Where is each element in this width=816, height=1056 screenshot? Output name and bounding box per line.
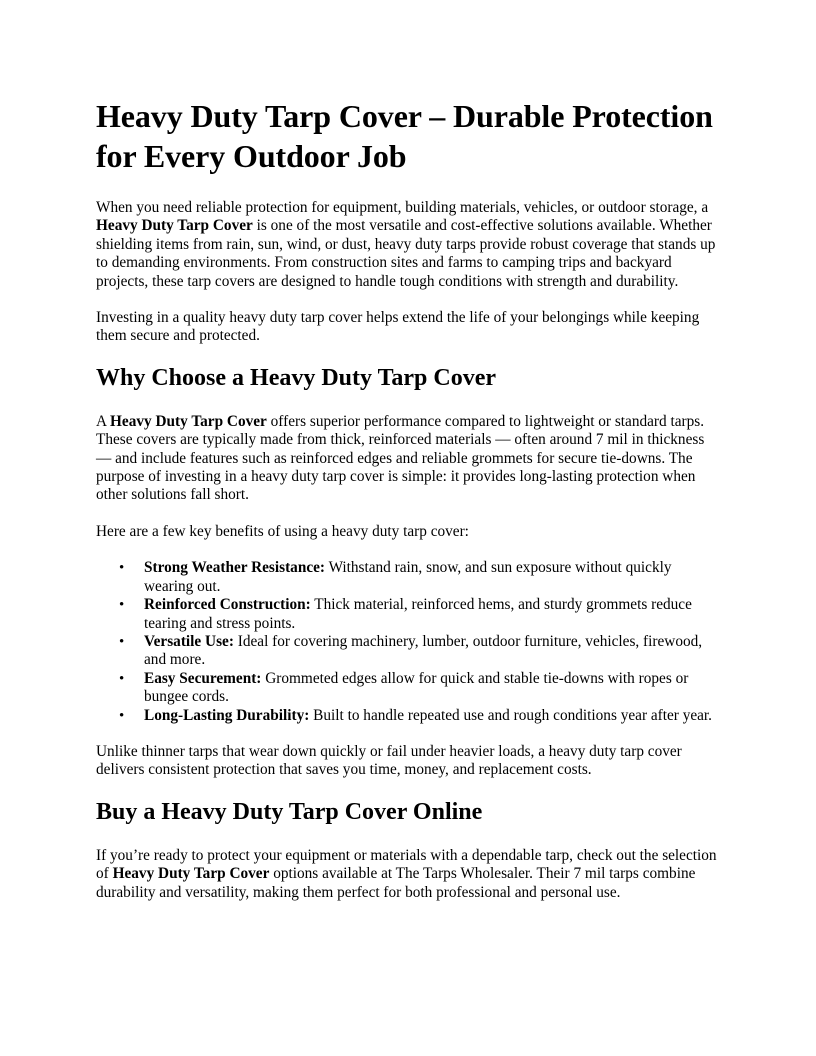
why-choose-text-a: A: [96, 412, 111, 430]
page-title: Heavy Duty Tarp Cover – Durable Protection for Every Outdoor Job: [96, 98, 713, 174]
buy-online-text-b: options available at The Tarps Wholesaler. Their 7 mil tarps combine durability and versatility, making them perfect for both professional and personal use.: [96, 865, 696, 901]
list-item-label: Versatile Use:: [144, 632, 234, 650]
section-heading-buy-online: Buy a Heavy Duty Tarp Cover Online: [96, 798, 483, 825]
bullet-icon: •: [119, 560, 125, 577]
list-item-label: Easy Securement:: [144, 669, 262, 687]
bullet-icon: •: [119, 597, 125, 614]
intro-paragraph-1: [96, 199, 720, 291]
why-choose-text-b: offers superior performance compared to lightweight or standard tarps. These covers are typically made from thick, reinforced materials — often around 7 mil in thickness — and include features such as reinforced edges and reliable grommets for secure tie-downs. The purpose of investing in a heavy duty tarp cover is simple: it provides long-lasting protection when other solutions fall short.: [96, 412, 705, 504]
intro-paragraph-2: Investing in a quality heavy duty tarp cover helps extend the life of your belongings while keeping them secure and protected.: [96, 309, 700, 345]
list-item-text: Grommeted edges allow for quick and stable tie-downs with ropes or bungee cords.: [144, 669, 689, 706]
buy-online-bold-keyword: Heavy Duty Tarp Cover: [112, 865, 270, 883]
list-item: [119, 632, 720, 670]
list-item-text: Built to handle repeated use and rough conditions year after year.: [309, 706, 713, 724]
why-choose-paragraph-3: Unlike thinner tarps that wear down quickly or fail under heavier loads, a heavy duty tarp cover delivers consistent protection that saves you time, money, and replacement costs.: [96, 742, 682, 779]
list-item-text: Thick material, reinforced hems, and sturdy grommets reduce tearing and stress points.: [144, 596, 692, 632]
list-item: [119, 706, 720, 725]
bullet-icon: •: [119, 670, 125, 687]
list-item-label: Reinforced Construction:: [144, 596, 311, 614]
list-item-label: Long-Lasting Durability:: [144, 706, 310, 724]
buy-online-paragraph: [96, 847, 720, 902]
buy-online-text-a: If you’re ready to protect your equipment or materials with a dependable tarp, check out the selection of: [96, 846, 717, 883]
section-heading-why-choose: Why Choose a Heavy Duty Tarp Cover: [96, 364, 497, 391]
why-choose-bold-keyword: Heavy Duty Tarp Cover: [110, 412, 267, 430]
intro-text-a: When you need reliable protection for equipment, building materials, vehicles, or outdoor storage, a: [96, 199, 709, 216]
document-page: [96, 96, 720, 920]
list-item: [119, 559, 720, 596]
bullet-icon: •: [119, 707, 125, 724]
bullet-icon: •: [119, 633, 125, 650]
intro-text-b: is one of the most versatile and cost-effective solutions available. Whether shielding items from rain, sun, wind, or dust, heavy duty tarps provide robust coverage that stands up to demanding environments. From construction sites and farms to camping trips and backyard projects, these tarp covers are designed to handle tough conditions with strength and durability.: [96, 217, 716, 290]
benefits-list: [96, 559, 720, 725]
intro-bold-keyword: Heavy Duty Tarp Cover: [96, 217, 253, 235]
list-item: [119, 669, 720, 707]
list-item-label: Strong Weather Resistance:: [144, 559, 326, 577]
why-choose-paragraph-1: [96, 413, 720, 505]
list-item-text: Ideal for covering machinery, lumber, outdoor furniture, vehicles, firewood, and more.: [144, 632, 703, 669]
list-item: [119, 596, 720, 633]
list-item-text: Withstand rain, snow, and sun exposure without quickly wearing out.: [144, 559, 672, 595]
why-choose-paragraph-2: Here are a few key benefits of using a heavy duty tarp cover:: [96, 522, 469, 540]
